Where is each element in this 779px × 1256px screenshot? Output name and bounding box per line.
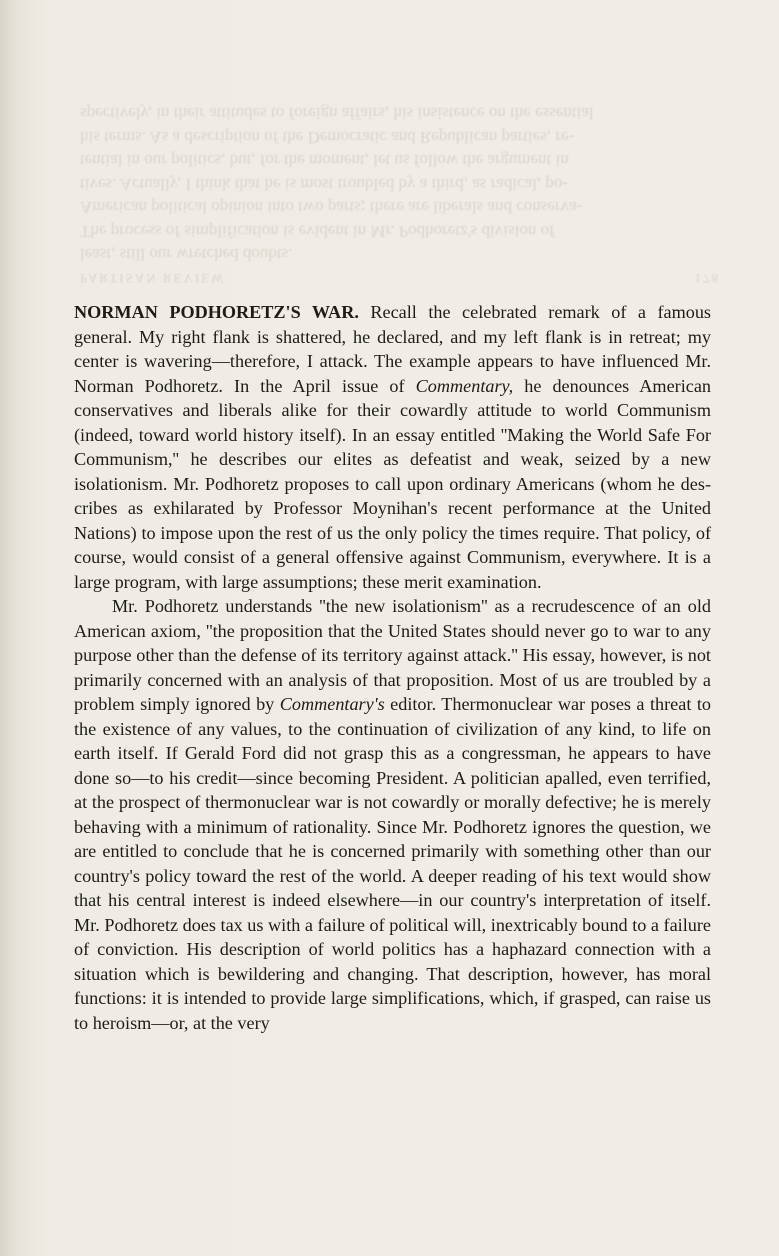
article-heading: NORMAN PODHORETZ'S WAR. — [74, 302, 359, 322]
paragraph-2-text-a: Mr. Podhoretz understands ''the new isolationism'' as a recrudescence of an old American axiom, ''the proposition that the United States should never go to war to any purpose other than the defense of its territory against attack.'' His essay, however, is not primarily concerned with an analysis of that proposition. Most of us are troubled by a problem simply ignored by — [74, 596, 711, 714]
article-body — [74, 300, 711, 1035]
paragraph-1-text-a: Recall the celebrated remark of a famous general. My right flank is shattered, he declared, and my left flank is in retreat; my center is wavering—therefore, I attack. The example appears to have influenced Mr. Norman Podhoretz. In the April issue of — [74, 302, 712, 396]
paragraph-2-text-b: editor. Thermonuclear war poses a threat to the existence of any values, to the continuation of civilization of any kind, to life on earth itself. If Gerald Ford did not grasp this as a congressman, he appears to have done so—to his credit—since becoming President. A politician apalled, even terrified, at the prospect of thermonuclear war is not cowardly or morally defective; he is merely behaving with a minimum of rationality. Since Mr. Podhoretz ignores the question, we are entitled to conclude that he is concerned primarily with something other than our country's policy toward the rest of the world. A deeper reading of his text would show that his central interest is indeed elsewhere—in our country's interpretation of itself. Mr. Podhoretz does tax us with a failure of political will, inextricably bound to a failure of conviction. His description of world politics has a haphazard connection with a situation which is bewildering and changing. That description, however, has moral functions: it is intended to provide large simplifications, which, if grasped, can raise us to heroism—or, at the very — [74, 694, 711, 1033]
bleed-line: least, still our wretched doubts. — [80, 245, 293, 265]
paragraph-2 — [74, 594, 711, 1035]
paragraph-1-text-b: he denounces American conservatives and liberals alike for their cowardly attitude to world Communism (indeed, toward world history itself). In an essay entitled ''Making the World Safe For Communism,'' he describes our elites as defeatist and weak, seized by a new isolationism. Mr. Podhoretz proposes to call upon ordinary Americans (whom he describes as exhilarated by Professor Moynihan's recent performance at the United Nations) to impose upon the rest of us the only policy the times require. That policy, of course, would consist of a general offensive against Communism, everywhere. It is a large program, with large assumptions; these merit examination. — [74, 375, 711, 592]
magazine-title-possessive: Commentary's — [279, 694, 385, 714]
bleed-through-text — [80, 60, 720, 290]
bleed-header-left: PARTISAN REVIEW — [80, 271, 226, 286]
bleed-line: The process of simplification is evident in Mr. Podhoretz's division of — [80, 222, 555, 241]
bleed-line: tives. Actually, I think that he is most troubled by a third, as radical, po- — [80, 175, 569, 194]
bleed-line: spectively, in their attitudes to foreign affairs, his insistence on the essential — [80, 104, 594, 124]
magazine-title: Commentary, — [415, 375, 514, 396]
bleed-line: his terms. As a description of the Democratic and Republican parties, re- — [80, 128, 575, 147]
bleed-line: tential in our politics, but, for the moment, let us follow the argument in — [80, 151, 569, 171]
bleed-line: American political opinion into two parts; there are liberals and conserva- — [80, 198, 583, 218]
paragraph-1 — [74, 300, 711, 594]
bleed-page-number: 178 — [694, 271, 720, 286]
